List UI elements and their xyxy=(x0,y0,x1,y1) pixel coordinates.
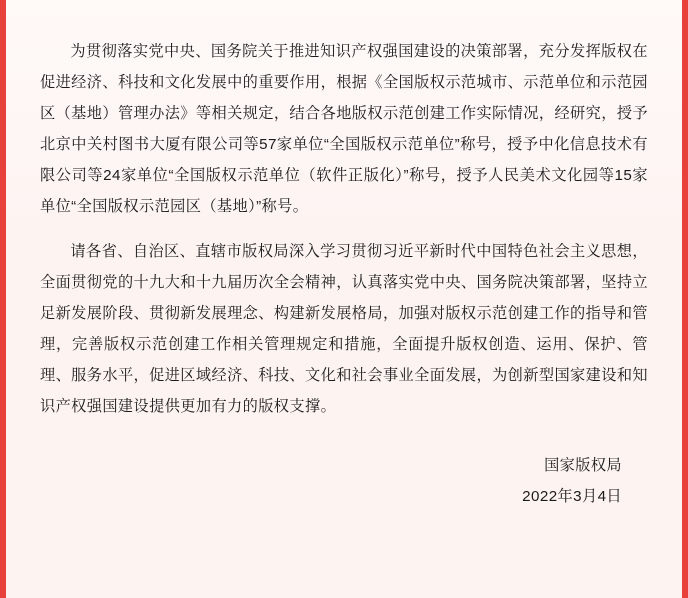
signature-issuer: 国家版权局 xyxy=(544,457,622,474)
signature-date: 2022年3月4日 xyxy=(522,488,622,505)
paragraph-2: 请各省、自治区、直辖市版权局深入学习贯彻习近平新时代中国特色社会主义思想，全面贯彻党的十九大和十九届历次全会精神，认真落实党中央、国务院决策部署，坚持立足新发展阶段、贯彻新发展理念、构建新发展格局，加强对版权示范创建工作的指导和管理，完善版权示范创建工作相关管理规定和措施，全面提升版权创造、运用、保护、管理、服务水平，促进区域经济、科技、文化和社会事业全面发展，为创新型国家建设和知识产权强国建设提供更加有力的版权支撑。 xyxy=(40,243,648,415)
paragraph-1: 为贯彻落实党中央、国务院关于推进知识产权强国建设的决策部署，充分发挥版权在促进经济、科技和文化发展中的重要作用，根据《全国版权示范城市、示范单位和示范园区（基地）管理办法》等相关规定，结合各地版权示范创建工作实际情况，经研究，授予北京中关村图书大厦有限公司等57家单位“全国版权示范单位”称号，授予中化信息技术有限公司等24家单位“全国版权示范单位（软件正版化）”称号，授予人民美术文化园等15家单位“全国版权示范园区（基地）”称号。 xyxy=(40,43,648,215)
signature-block xyxy=(40,450,648,512)
document-body xyxy=(40,36,648,422)
document-content-area xyxy=(6,0,682,598)
